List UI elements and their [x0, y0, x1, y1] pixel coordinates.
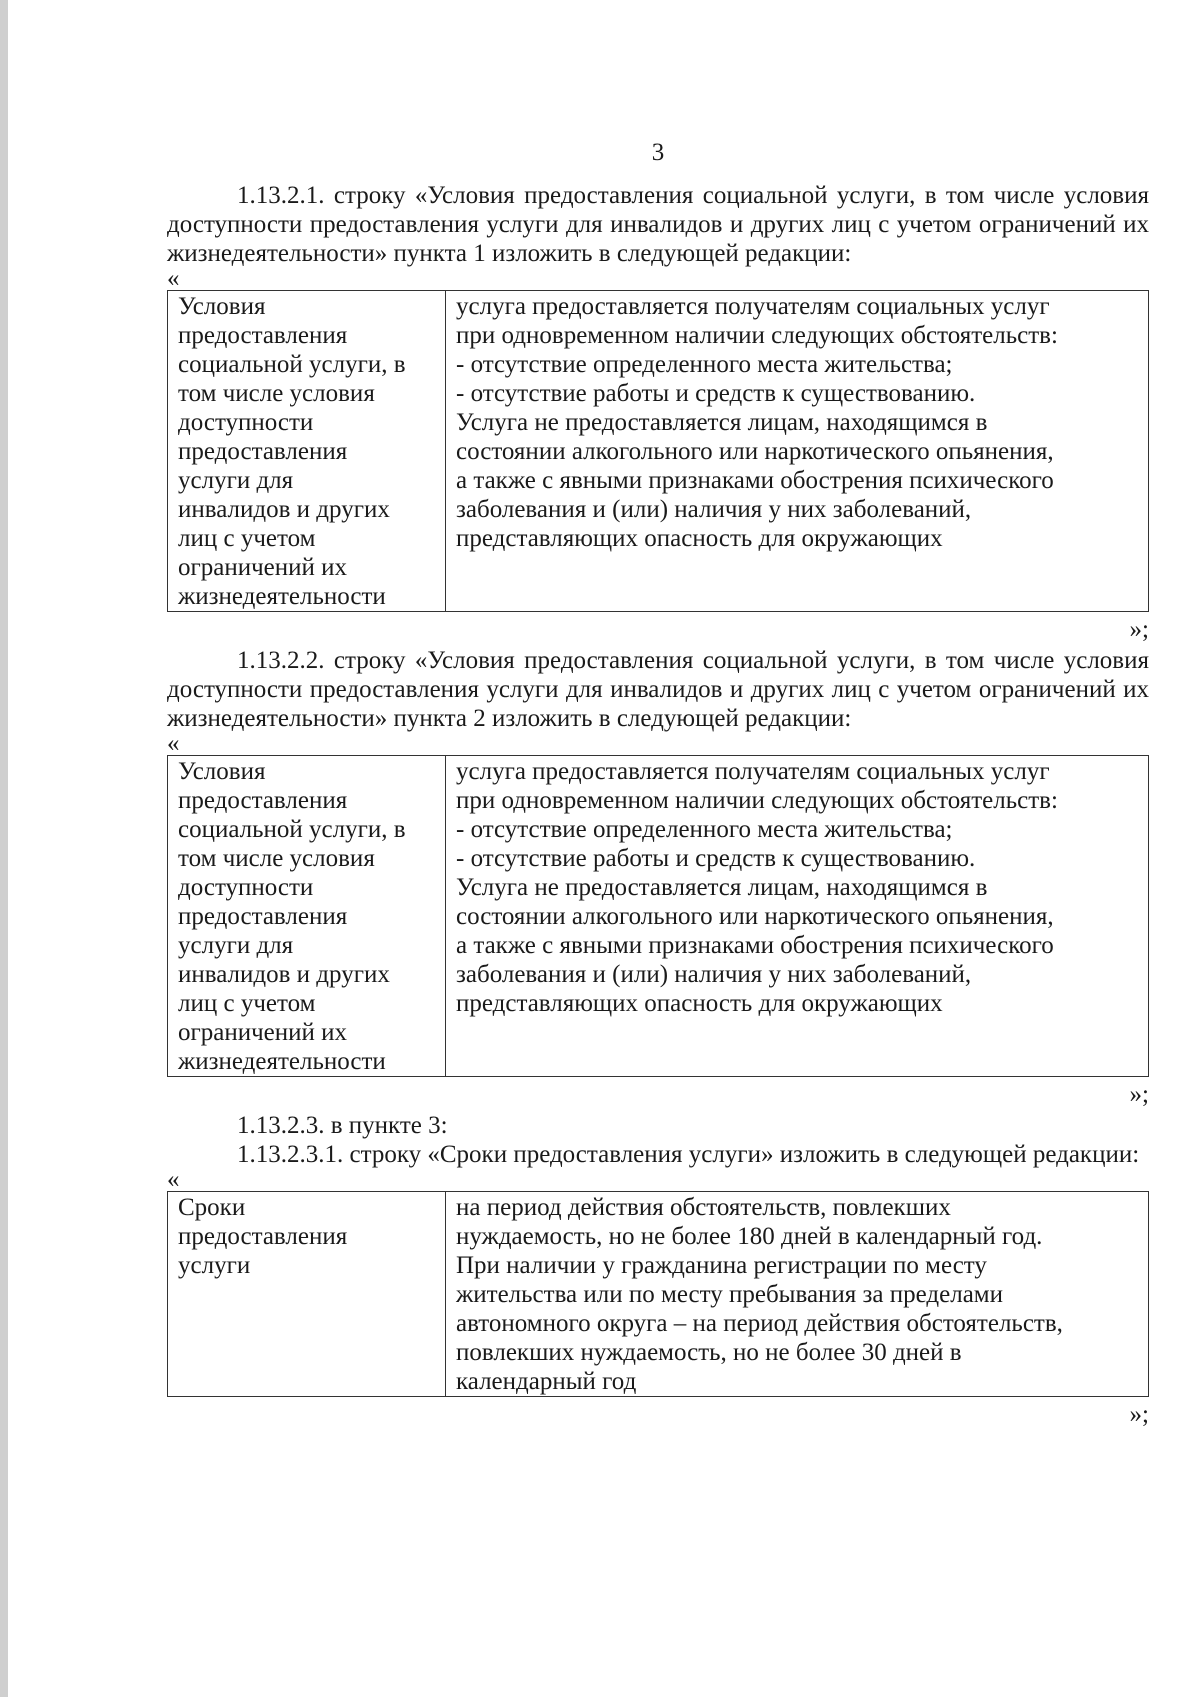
- amendment-intro-2: 1.13.2.2. строку «Условия предоставления социальной услуги, в том числе условия доступности предоставления услуги для инвалидов и других лиц с учетом ограничений их жизнедеятельности» пункта 2 изложить в следующей редакции:: [167, 647, 1150, 732]
- close-quote: »;: [1129, 1401, 1149, 1428]
- table-cell-label: Условия предоставления социальной услуги, в том числе условия доступности предоставления услуги для инвалидов и других лиц с учетом ограничений их жизнедеятельности: [168, 291, 446, 612]
- open-quote: «: [167, 265, 180, 292]
- page-number: 3: [651, 139, 665, 166]
- close-quote: »;: [1129, 1081, 1149, 1108]
- table-cell-value: на период действия обстоятельств, повлекших нуждаемость, но не более 180 дней в календарный год. При наличии у гражданина регистрации по месту жительства или по месту пребывания за пределами автономного округа – на период действия обстоятельств, повлекших нуждаемость, но не более 30 дней в календарный год: [446, 1192, 1149, 1397]
- amendment-table-1: [167, 290, 1149, 612]
- amendment-block-3: [167, 1111, 1149, 1431]
- open-quote: «: [167, 1166, 180, 1193]
- amendment-intro-3: 1.13.2.3.1. строку «Сроки предоставления услуги» изложить в следующей редакции:: [237, 1141, 1140, 1168]
- table-cell-value: услуга предоставляется получателям социальных услуг при одновременном наличии следующих обстоятельств: - отсутствие определенного места жительства; - отсутствие работы и средств к существованию. Услуга не предоставляется лицам, находящимся в состоянии алкогольного или наркотического опьянения, а также с явными признаками обострения психического заболевания и (или) наличия у них заболеваний, представляющих опасность для окружающих: [446, 291, 1149, 612]
- close-quote: »;: [1129, 616, 1149, 643]
- amendment-block-2: [167, 646, 1149, 1111]
- table-cell-label: Сроки предоставления услуги: [168, 1192, 446, 1397]
- table-row: [168, 291, 1149, 612]
- amendment-table-2: [167, 755, 1149, 1077]
- section-heading: 1.13.2.3. в пункте 3:: [237, 1112, 448, 1139]
- amendment-intro-1: 1.13.2.1. строку «Условия предоставления социальной услуги, в том числе условия доступности предоставления услуги для инвалидов и других лиц с учетом ограничений их жизнедеятельности» пункта 1 изложить в следующей редакции:: [167, 182, 1150, 267]
- page-edge-shadow: [0, 0, 8, 1697]
- table-cell-value: услуга предоставляется получателям социальных услуг при одновременном наличии следующих обстоятельств: - отсутствие определенного места жительства; - отсутствие работы и средств к существованию. Услуга не предоставляется лицам, находящимся в состоянии алкогольного или наркотического опьянения, а также с явными признаками обострения психического заболевания и (или) наличия у них заболеваний, представляющих опасность для окружающих: [446, 756, 1149, 1077]
- table-cell-label: Условия предоставления социальной услуги, в том числе условия доступности предоставления услуги для инвалидов и других лиц с учетом ограничений их жизнедеятельности: [168, 756, 446, 1077]
- table-row: [168, 1192, 1149, 1397]
- table-row: [168, 756, 1149, 1077]
- amendment-table-3: [167, 1191, 1149, 1397]
- open-quote: «: [167, 730, 180, 757]
- amendment-block-1: [167, 181, 1149, 646]
- document-page: [167, 138, 1149, 1431]
